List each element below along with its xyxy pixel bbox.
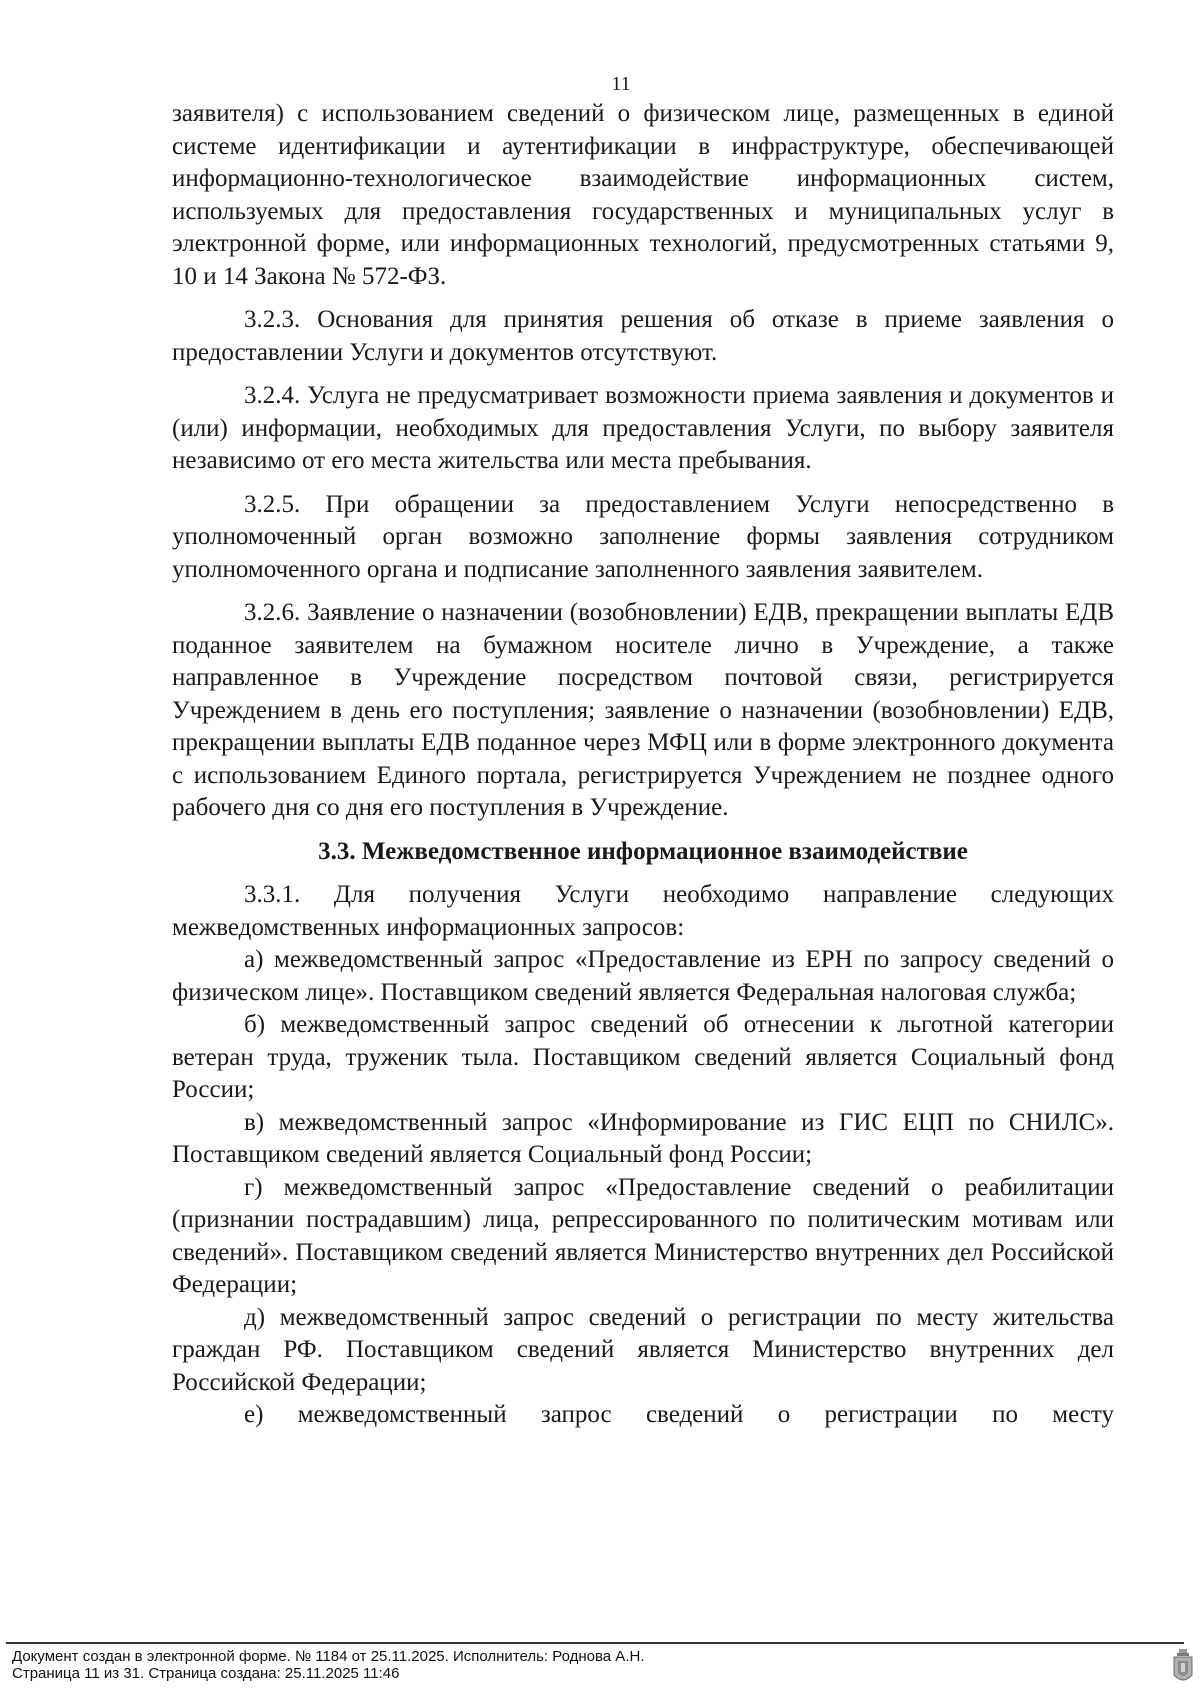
paragraph-3-2-5: 3.2.5. При обращении за предоставлением Услуги непосредственно в уполномоченный орган возможно заполнение формы заявления сотрудником уполномоченного органа и подписание заполненного заявления заявителем. [172, 490, 1114, 583]
document-footer [12, 1648, 644, 1682]
list-item-v: в) межведомственный запрос «Информирование из ГИС ЕЦП по СНИЛС». Поставщиком сведений является Социальный фонд России; [172, 1108, 1114, 1168]
list-item-d: д) межведомственный запрос сведений о регистрации по месту жительства граждан РФ. Поставщиком сведений является Министерство внутренних дел Российской Федерации; [172, 1303, 1114, 1396]
list-item-e: е) межведомственный запрос сведений о регистрации по месту [244, 1401, 1114, 1428]
paragraph-continuation: заявителя) с использованием сведений о физическом лице, размещенных в единой системе идентификации и аутентификации в инфраструктуре, обеспечивающей информационно-технологическое взаимодействие информационных систем, используемых для предоставления государственных и муниципальных услуг в электронной форме, или информационных технологий, предусмотренных статьями 9, 10 и 14 Закона № 572-ФЗ. [172, 100, 1114, 290]
list-item-a: а) межведомственный запрос «Предоставление из ЕРН по запросу сведений о физическом лице». Поставщиком сведений является Федеральная налоговая служба; [172, 946, 1114, 1006]
section-heading-3-3: 3.3. Межведомственное информационное взаимодействие [318, 837, 968, 865]
paragraph-3-2-6: 3.2.6. Заявление о назначении (возобновлении) ЕДВ, прекращении выплаты ЕДВ поданное заявителем на бумажном носителе лично в Учреждение, а также направленное в Учреждение посредством почтовой связи, регистрируется Учреждением в день его поступления; заявление о назначении (возобновлении) ЕДВ, прекращении выплаты ЕДВ поданное через МФЦ или в форме электронного документа с использованием Единого портала, регистрируется Учреждением не позднее одного рабочего дня со дня его поступления в Учреждение. [172, 599, 1114, 821]
list-item-b: б) межведомственный запрос сведений об отнесении к льготной категории ветеран труда, труженик тыла. Поставщиком сведений является Социальный фонд России; [172, 1011, 1114, 1103]
footer-line-1: Документ создан в электронной форме. № 1184 от 25.11.2025. Исполнитель: Роднова А.Н. [12, 1648, 645, 1665]
list-item-g: г) межведомственный запрос «Предоставление сведений о реабилитации (признании пострадавшим) лица, репрессированного по политическим мотивам или сведений». Поставщиком сведений является Министерство внутренних дел Российской Федерации; [172, 1173, 1114, 1298]
footer-line-2: Страница 11 из 31. Страница создана: 25.11.2025 11:46 [12, 1665, 400, 1682]
document-body [172, 98, 1114, 1432]
coat-of-arms-icon [1172, 1649, 1194, 1687]
page-number: 11 [611, 73, 631, 95]
footer-divider [6, 1642, 1184, 1644]
paragraph-3-3-1: 3.3.1. Для получения Услуги необходимо направление следующих межведомственных информационных запросов: [172, 881, 1114, 941]
paragraph-3-2-3: 3.2.3. Основания для принятия решения об отказе в приеме заявления о предоставлении Услуги и документов отсутствуют. [172, 306, 1114, 366]
paragraph-3-2-4: 3.2.4. Услуга не предусматривает возможности приема заявления и документов и (или) информации, необходимых для предоставления Услуги, по выбору заявителя независимо от его места жительства или места пребывания. [172, 382, 1114, 474]
